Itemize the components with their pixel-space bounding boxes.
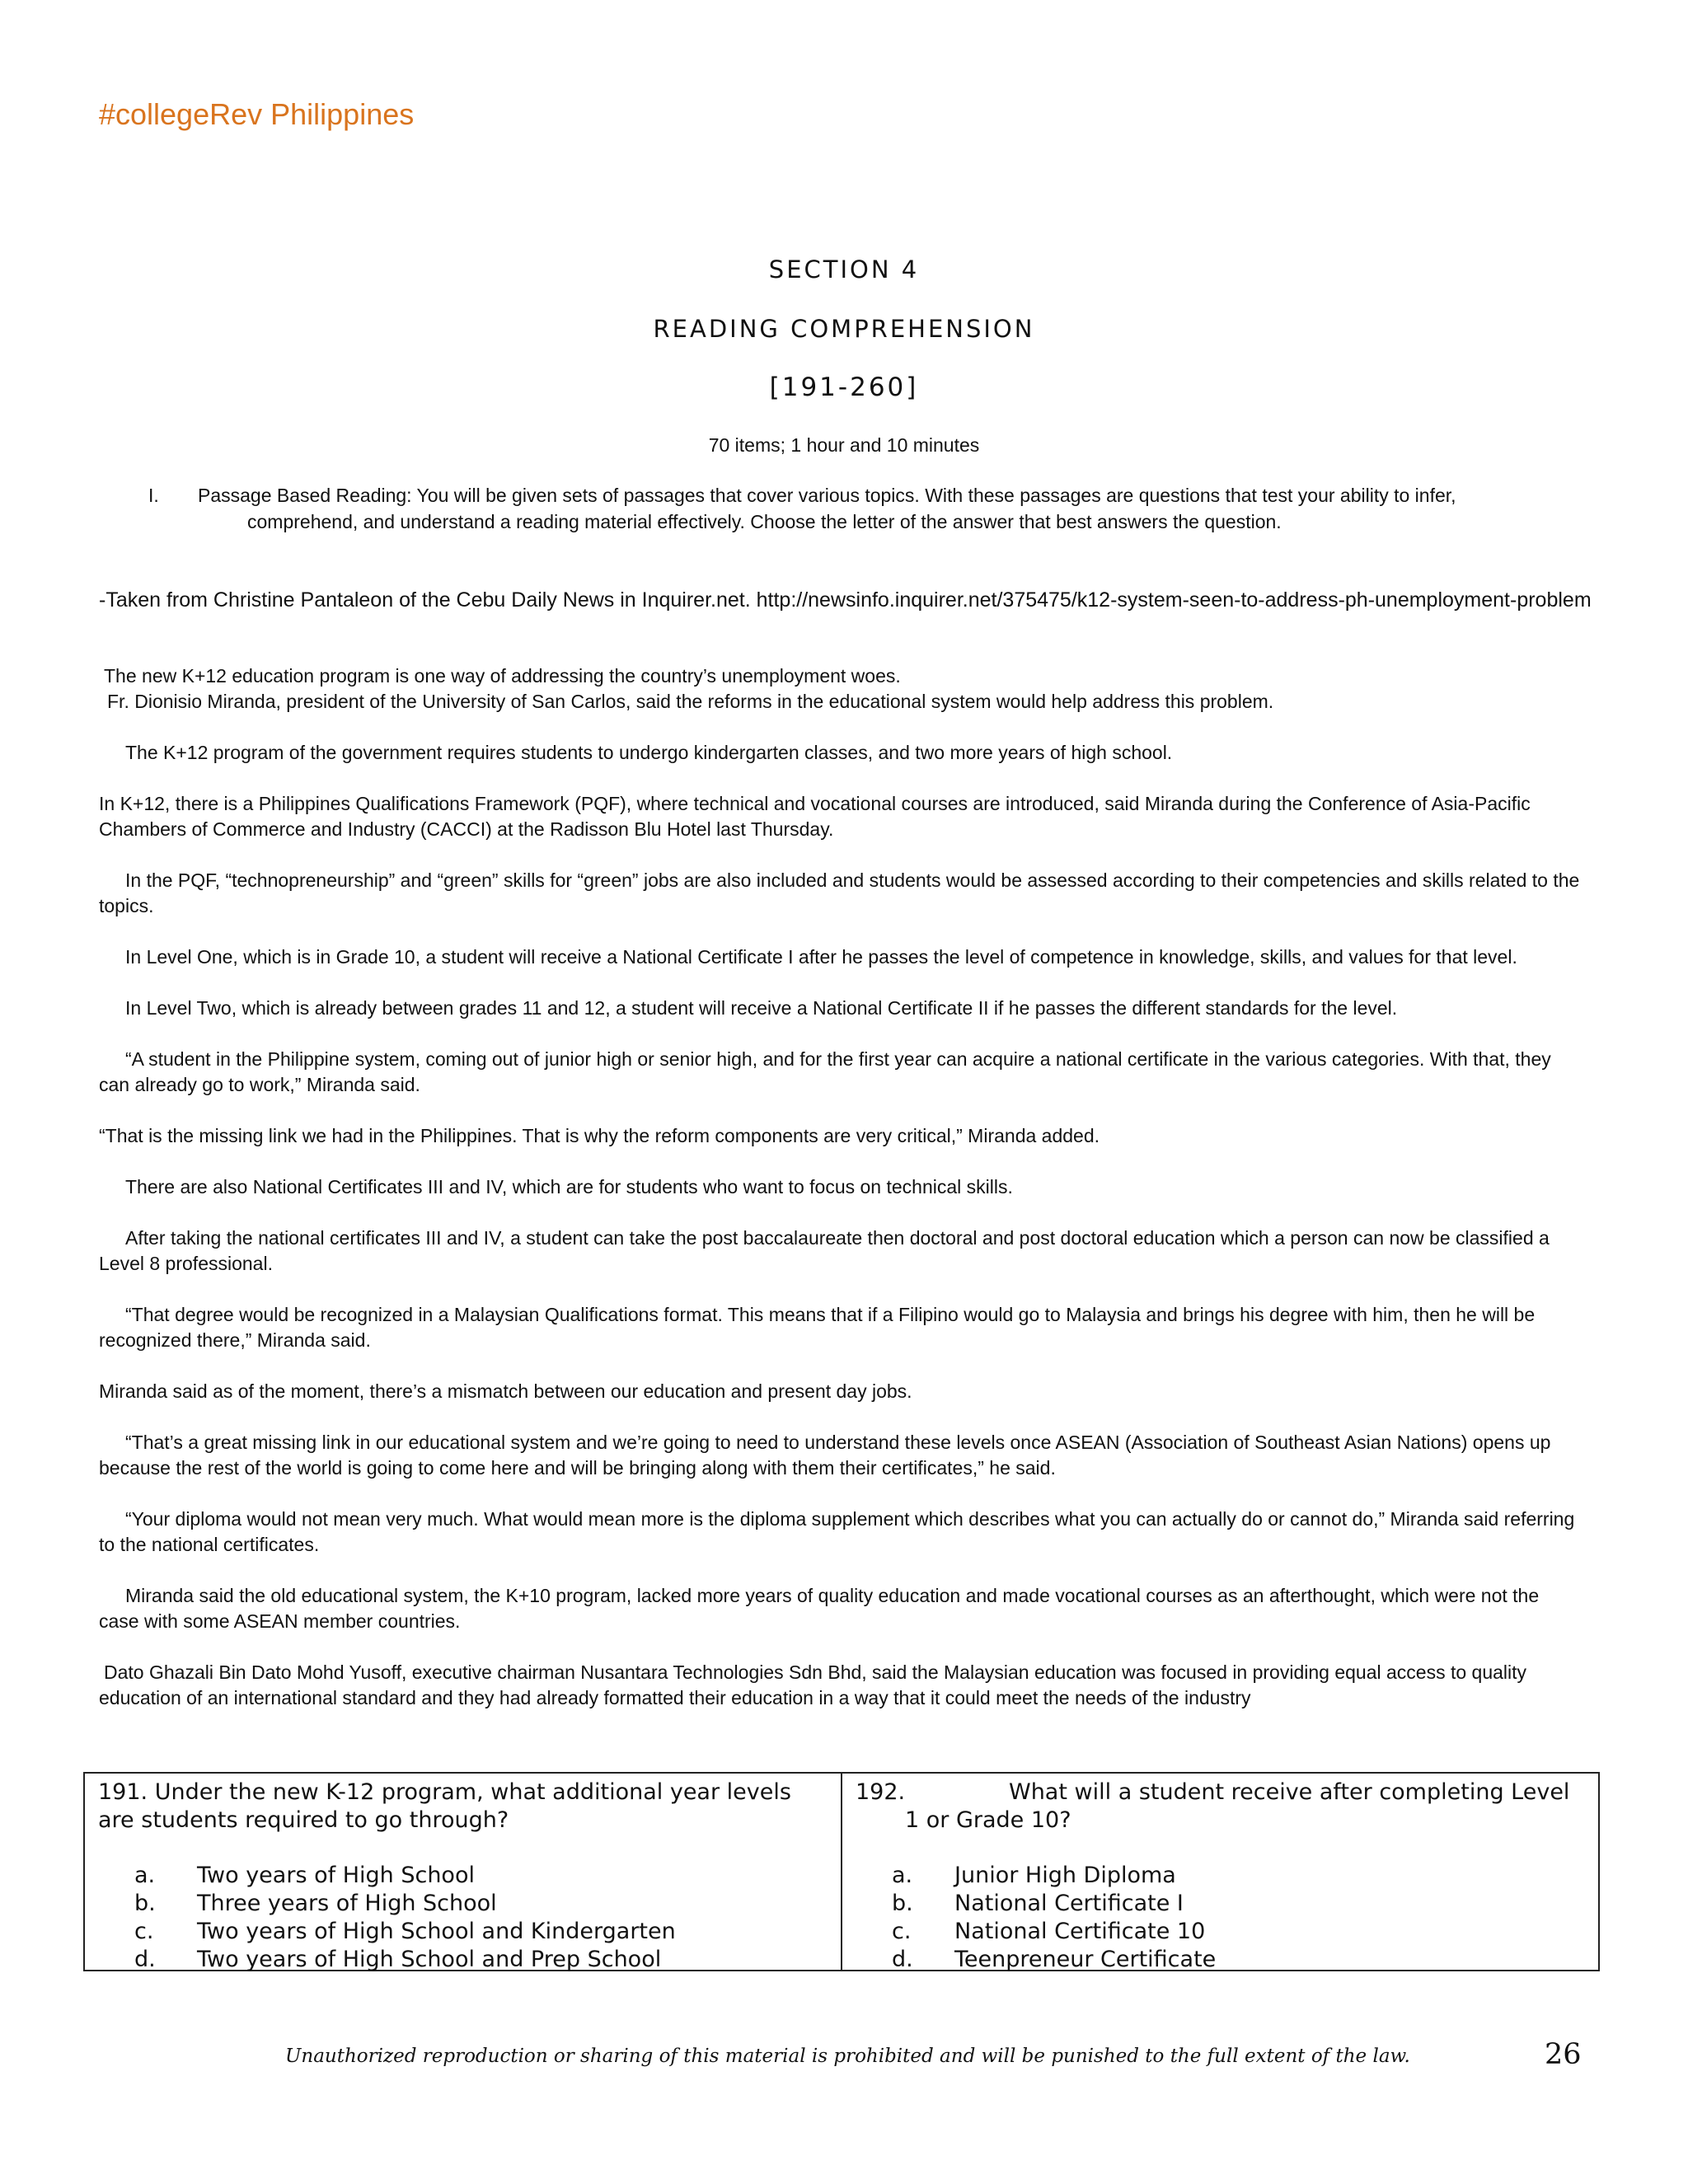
answer-options	[856, 1862, 1585, 1974]
passage-paragraph: “Your diploma would not mean very much. What would mean more is the diploma supplement which describes what you can actually do or cannot do,” Miranda said referring to the national certificates.	[99, 1508, 1575, 1555]
passage-paragraph: The K+12 program of the government requires students to undergo kindergarten classes, and two more years of high school.	[125, 742, 1173, 763]
passage-paragraph: “That is the missing link we had in the Philippines. That is why the reform components are very critical,” Miranda added.	[99, 1125, 1100, 1146]
passage-paragraph: There are also National Certificates III and IV, which are for students who want to focus on technical skills.	[125, 1176, 1013, 1197]
passage-paragraph: In Level Two, which is already between grades 11 and 12, a student will receive a National Certificate II if he passes the different standards for the level.	[125, 997, 1398, 1019]
passage-paragraph: Dato Ghazali Bin Dato Mohd Yusoff, executive chairman Nusantara Technologies Sdn Bhd, said the Malaysian education was focused in providing equal access to quality education of an international standard and they had already formatted their education in a way that it could meet the needs of the industry	[99, 1661, 1527, 1708]
option-letter: a.	[134, 1863, 156, 1888]
reading-passage	[99, 663, 1582, 1736]
answer-option-d[interactable]	[134, 1946, 828, 1974]
option-text: Junior High Diploma	[954, 1863, 1176, 1888]
option-letter: c.	[134, 1919, 154, 1944]
item-range: [191-260]	[769, 373, 919, 402]
answer-option-b[interactable]	[892, 1890, 1585, 1918]
section-subtitle: READING COMPREHENSION	[653, 315, 1035, 343]
option-text: National Certificate 10	[954, 1919, 1206, 1944]
answer-option-c[interactable]	[892, 1918, 1585, 1946]
answer-options	[98, 1862, 828, 1974]
passage-paragraph: Miranda said as of the moment, there’s a mismatch between our education and present day jobs.	[99, 1380, 912, 1402]
option-text: Two years of High School and Prep School	[197, 1947, 662, 1972]
answer-option-d[interactable]	[892, 1946, 1585, 1974]
test-meta: 70 items; 1 hour and 10 minutes	[708, 434, 980, 456]
option-text: National Certificate I	[954, 1891, 1184, 1916]
answer-option-c[interactable]	[134, 1918, 828, 1946]
instruction-number: I.	[148, 485, 159, 506]
copyright-notice: Unauthorized reproduction or sharing of this material is prohibited and will be punished to the full extent of the law.	[285, 2046, 1410, 2067]
question-stem	[856, 1779, 1585, 1835]
question-text: What will a student receive after completing Level 1 or Grade 10?	[905, 1779, 1570, 1833]
option-text: Two years of High School and Kindergarten	[197, 1919, 676, 1944]
question-192	[841, 1774, 1598, 1970]
question-stem: 191. Under the new K-12 program, what additional year levels are students required to go through?	[98, 1779, 791, 1833]
passage-paragraph: “That degree would be recognized in a Malaysian Qualifications format. This means that if a Filipino would go to Malaysia and brings his degree with him, then he will be recognized there,” Miranda said.	[99, 1304, 1536, 1351]
questions-table	[83, 1772, 1600, 1971]
option-letter: b.	[134, 1891, 156, 1916]
brand-header: #collegeRev Philippines	[99, 97, 415, 131]
option-letter: b.	[892, 1891, 913, 1916]
option-letter: d.	[892, 1947, 913, 1972]
passage-paragraph: After taking the national certificates III and IV, a student can take the post baccalaureate then doctoral and post doctoral education which a person can now be classified a Level 8 professional.	[99, 1227, 1550, 1274]
page-number: 26	[1545, 2038, 1582, 2071]
instruction-line-2: comprehend, and understand a reading material effectively. Choose the letter of the answer that best answers the question.	[247, 511, 1282, 532]
answer-option-a[interactable]	[134, 1862, 828, 1890]
passage-paragraph: “That’s a great missing link in our educational system and we’re going to need to understand these levels once ASEAN (Association of Southeast Asian Nations) opens up because the rest of the world is going to come here and will be bringing along with them their certificates,” he said.	[99, 1432, 1551, 1479]
instruction-block	[148, 482, 1582, 535]
option-letter: c.	[892, 1919, 912, 1944]
passage-paragraph: In the PQF, “technopreneurship” and “green” skills for “green” jobs are also included and students would be assessed according to their competencies and skills related to the topics.	[99, 869, 1580, 916]
passage-paragraph: Miranda said the old educational system, the K+10 program, lacked more years of quality education and made vocational courses as an afterthought, which were not the case with some ASEAN member countries.	[99, 1585, 1540, 1632]
option-text: Teenpreneur Certificate	[954, 1947, 1217, 1972]
question-191	[85, 1774, 841, 1970]
source-citation: -Taken from Christine Pantaleon of the Cebu Daily News in Inquirer.net. http://newsinfo.inquirer.net/375475/k12-system-seen-to-address-ph-unemployment-problem	[99, 588, 1592, 612]
passage-paragraph: Fr. Dionisio Miranda, president of the University of San Carlos, said the reforms in the educational system would help address this problem.	[107, 691, 1274, 712]
passage-paragraph: In Level One, which is in Grade 10, a student will receive a National Certificate I after he passes the level of competence in knowledge, skills, and values for that level.	[125, 946, 1517, 968]
instruction-line-1: Passage Based Reading: You will be given sets of passages that cover various topics. With these passages are questions that test your ability to infer,	[198, 485, 1456, 506]
answer-option-a[interactable]	[892, 1862, 1585, 1890]
option-letter: a.	[892, 1863, 913, 1888]
option-text: Two years of High School	[197, 1863, 475, 1888]
passage-paragraph: “A student in the Philippine system, coming out of junior high or senior high, and for the first year can acquire a national certificate in the various categories. With that, they can already go to work,” Miranda said.	[99, 1048, 1551, 1095]
option-text: Three years of High School	[197, 1891, 497, 1916]
option-letter: d.	[134, 1947, 156, 1972]
section-title: SECTION 4	[768, 255, 920, 284]
passage-paragraph: In K+12, there is a Philippines Qualifications Framework (PQF), where technical and vocational courses are introduced, said Miranda during the Conference of Asia-Pacific Chambers of Commerce and Industry (CACCI) at the Radisson Blu Hotel last Thursday.	[99, 793, 1531, 840]
question-number: 192.	[856, 1779, 906, 1805]
answer-option-b[interactable]	[134, 1890, 828, 1918]
passage-paragraph: The new K+12 education program is one way of addressing the country’s unemployment woes.	[104, 665, 901, 687]
